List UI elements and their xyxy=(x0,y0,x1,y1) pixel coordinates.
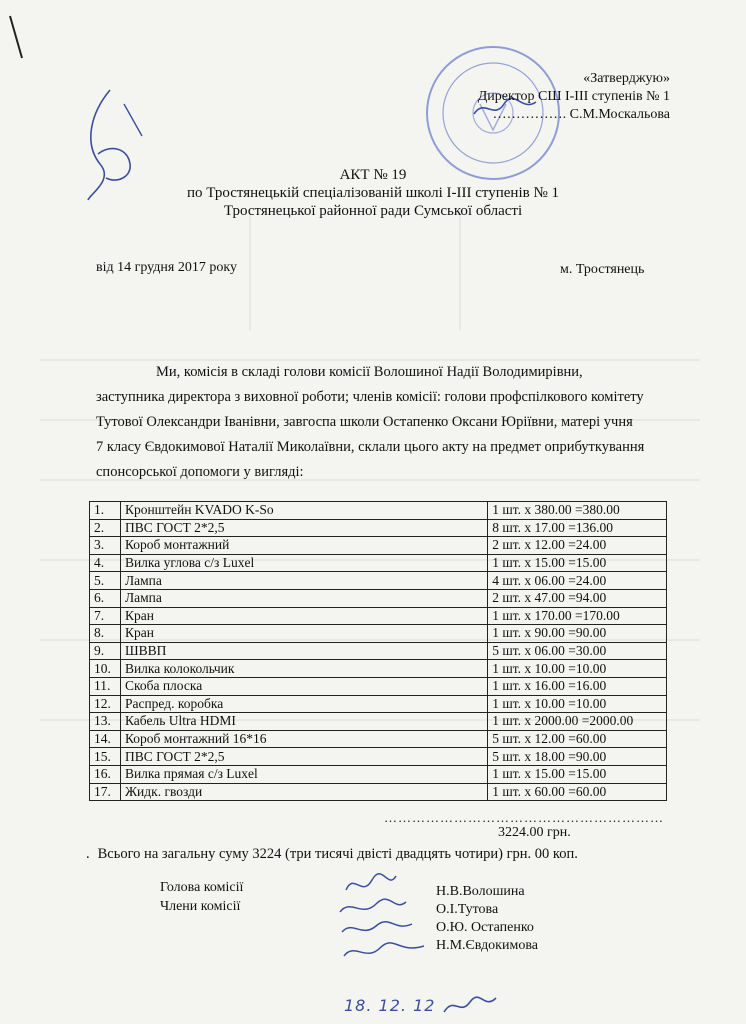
act-title: АКТ № 19 xyxy=(339,167,407,183)
row-number: 10. xyxy=(90,660,121,678)
item-quantity: 1 шт. х 380.00 =380.00 xyxy=(488,502,667,520)
row-number: 16. xyxy=(90,765,121,783)
row-number: 7. xyxy=(90,607,121,625)
row-number: 2. xyxy=(90,519,121,537)
sum-in-words xyxy=(86,846,578,863)
table-row xyxy=(90,748,667,766)
item-name: Короб монтажний 16*16 xyxy=(120,730,487,748)
table-row xyxy=(90,589,667,607)
item-quantity: 1 шт. х 15.00 =15.00 xyxy=(488,765,667,783)
item-name: Лампа xyxy=(120,589,487,607)
table-row xyxy=(90,572,667,590)
approval-block xyxy=(478,70,670,124)
body-line-4: 7 класу Євдокимової Наталії Миколаївни, склали цього акту на предмет оприбуткування xyxy=(96,439,645,455)
bullet-dot: . xyxy=(86,846,90,862)
table-row xyxy=(90,607,667,625)
body-line-2: заступника директора з виховної роботи; членів комісії: голови профспілкового комітету xyxy=(96,389,644,405)
row-number: 12. xyxy=(90,695,121,713)
table-row xyxy=(90,677,667,695)
item-name: ПВС ГОСТ 2*2,5 xyxy=(120,748,487,766)
item-quantity: 2 шт. х 12.00 =24.00 xyxy=(488,537,667,555)
item-name: Кронштейн KVADO K-So xyxy=(120,502,487,520)
row-number: 17. xyxy=(90,783,121,801)
margin-mark xyxy=(6,14,26,60)
item-name: Короб монтажний xyxy=(120,537,487,555)
total-dots: …………………………………………………… xyxy=(384,810,664,825)
table-row xyxy=(90,519,667,537)
item-quantity: 4 шт. х 06.00 =24.00 xyxy=(488,572,667,590)
item-quantity: 1 шт. х 90.00 =90.00 xyxy=(488,625,667,643)
table-row xyxy=(90,554,667,572)
item-name: Распред. коробка xyxy=(120,695,487,713)
row-number: 5. xyxy=(90,572,121,590)
items-table xyxy=(89,501,667,801)
item-name: ШВВП xyxy=(120,642,487,660)
row-number: 14. xyxy=(90,730,121,748)
item-quantity: 5 шт. х 18.00 =90.00 xyxy=(488,748,667,766)
item-quantity: 1 шт. х 60.00 =60.00 xyxy=(488,783,667,801)
item-name: Вилка прямая с/з Luxel xyxy=(120,765,487,783)
item-name: Кран xyxy=(120,607,487,625)
total-amount: 3224.00 грн. xyxy=(498,825,571,840)
act-date: від 14 грудня 2017 року xyxy=(96,260,237,275)
row-number: 8. xyxy=(90,625,121,643)
item-quantity: 8 шт. х 17.00 =136.00 xyxy=(488,519,667,537)
signatory-name: О.І.Тутова xyxy=(436,902,499,917)
row-number: 15. xyxy=(90,748,121,766)
table-row xyxy=(90,502,667,520)
member-signatures xyxy=(336,868,432,968)
item-quantity: 1 шт. х 170.00 =170.00 xyxy=(488,607,667,625)
act-place: м. Тростянець xyxy=(560,262,645,277)
table-row xyxy=(90,660,667,678)
row-number: 6. xyxy=(90,589,121,607)
table-row xyxy=(90,537,667,555)
table-row xyxy=(90,765,667,783)
signatory-name: Н.М.Євдокимова xyxy=(436,938,538,953)
act-subtitle-council: Тростянецької районної ради Сумської області xyxy=(223,203,523,219)
body-line-3: Тутової Олександри Іванівни, завгоспа школи Остапенко Оксани Юріївни, матері учня xyxy=(96,414,633,430)
item-name: Вилка углова с/з Luxel xyxy=(120,554,487,572)
item-quantity: 2 шт. х 47.00 =94.00 xyxy=(488,589,667,607)
body-line-5: спонсорської допомоги у вигляді: xyxy=(96,464,304,480)
table-row xyxy=(90,730,667,748)
row-number: 13. xyxy=(90,713,121,731)
item-name: Кабель Ultra HDMI xyxy=(120,713,487,731)
item-quantity: 1 шт. х 10.00 =10.00 xyxy=(488,695,667,713)
item-name: Скоба плоска xyxy=(120,677,487,695)
chair-label: Голова комісії xyxy=(160,880,244,895)
row-number: 11. xyxy=(90,677,121,695)
row-number: 3. xyxy=(90,537,121,555)
table-row xyxy=(90,783,667,801)
approval-line-3: ……………. С.М.Москальова xyxy=(492,107,670,122)
item-quantity: 1 шт. х 15.00 =15.00 xyxy=(488,554,667,572)
handwritten-date-signature xyxy=(440,992,500,1020)
signatory-name: О.Ю. Остапенко xyxy=(436,920,534,935)
item-name: Кран xyxy=(120,625,487,643)
row-number: 9. xyxy=(90,642,121,660)
item-quantity: 1 шт. х 2000.00 =2000.00 xyxy=(488,713,667,731)
item-name: Лампа xyxy=(120,572,487,590)
table-row xyxy=(90,695,667,713)
table-row xyxy=(90,625,667,643)
act-subtitle-school: по Тростянецькій спеціалізованій школі І-ІІІ ступенів № 1 xyxy=(186,185,560,201)
item-quantity: 5 шт. х 06.00 =30.00 xyxy=(488,642,667,660)
signatory-name: Н.В.Волошина xyxy=(436,884,525,899)
item-quantity: 1 шт. х 10.00 =10.00 xyxy=(488,660,667,678)
row-number: 1. xyxy=(90,502,121,520)
body-line-1: Ми, комісія в складі голови комісії Волошиної Надії Володимирівни, xyxy=(156,364,583,380)
approval-line-2: Директор СШ І-ІІІ ступенів № 1 xyxy=(477,89,670,104)
handwritten-date: 18. 12. 12 xyxy=(344,996,436,1015)
item-quantity: 5 шт. х 12.00 =60.00 xyxy=(488,730,667,748)
table-row xyxy=(90,642,667,660)
body-paragraph xyxy=(96,360,668,485)
members-label: Члени комісії xyxy=(160,899,241,914)
item-name: Вилка колокольчик xyxy=(120,660,487,678)
item-name: Жидк. гвозди xyxy=(120,783,487,801)
sum-text: Всього на загальну суму 3224 (три тисячі двісті двадцять чотири) грн. 00 коп. xyxy=(97,846,578,862)
table-row xyxy=(90,713,667,731)
row-number: 4. xyxy=(90,554,121,572)
item-name: ПВС ГОСТ 2*2,5 xyxy=(120,519,487,537)
approval-line-1: «Затверджую» xyxy=(583,71,670,86)
item-quantity: 1 шт. х 16.00 =16.00 xyxy=(488,677,667,695)
